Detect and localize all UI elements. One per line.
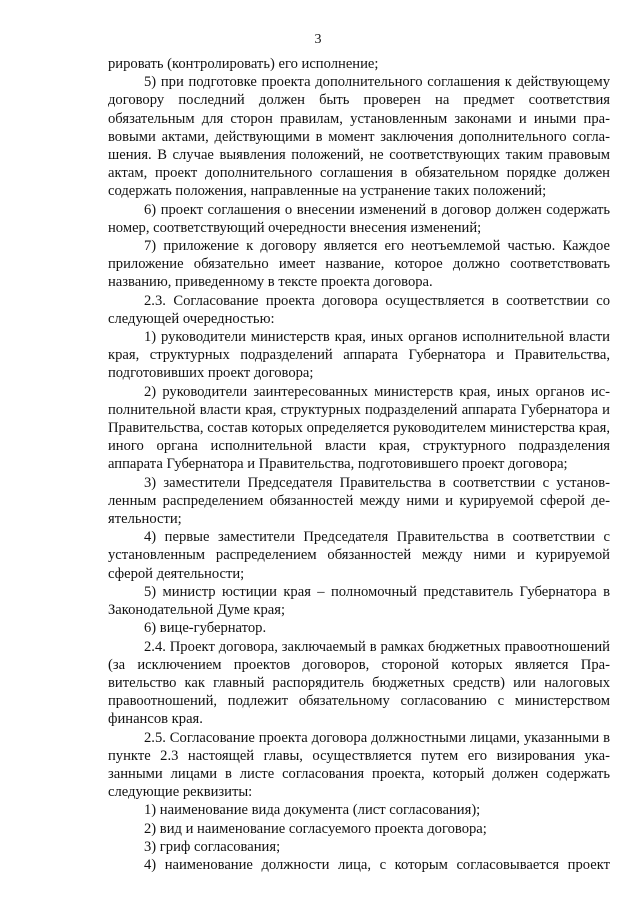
paragraph: 6) вице-губернатор. [144, 620, 267, 637]
paragraph: 6) проект соглашения о внесении изменений в договор должен содержать номер, соответствующий очередности внесения изменений; [108, 201, 610, 236]
paragraph: 3) гриф согласования; [144, 838, 281, 855]
paragraph: 2) руководители заинтересованных министерств края, иных органов исполнительной власти края, структурных подразделений аппарата Губернатора и Правительства, состав которых определяется руководителем министерства края, иного органа исполнительной власти края, структурного подразделения аппарата Губернатора и Правительства, подготовившего проект договора; [108, 383, 610, 473]
paragraph: 5) при подготовке проекта дополнительного соглашения к действующему договору последний должен быть проверен на предмет соответствия обязательным для сторон правилам, установленным законами и иными правовыми актами, действующими в момент заключения дополнительного соглашения. В случае выявления положений, не соответствующих таким правовым актам, проект дополнительного соглашения в обязательном порядке должен содержать положения, направленные на устранение таких положений; [108, 74, 610, 200]
paragraph: 2) вид и наименование согласуемого проекта договора; [144, 820, 487, 837]
paragraph: 2.3. Согласование проекта договора осуществляется в соответствии со следующей очередностью: [108, 292, 610, 327]
paragraph: рировать (контролировать) его исполнение; [108, 56, 379, 72]
paragraph: 4) наименование должности лица, с которым согласовывается проект [144, 856, 610, 873]
paragraph: 2.4. Проект договора, заключаемый в рамках бюджетных правоотношений (за исключением проектов договоров, стороной которых является Правительство как главный распорядитель бюджетных средств) или налоговых правоотношений, подлежит обязательному согласованию с министерством финансов края. [108, 638, 610, 728]
paragraph: 1) руководители министерств края, иных органов исполнительной власти края, структурных подразделений аппарата Губернатора и Правительства, подготовивших проект договора; [108, 329, 610, 382]
document-body [108, 55, 610, 874]
paragraph: 4) первые заместители Председателя Правительства в соответствии с установленным распределением обязанностей между ними и курируемой сферой деятельности; [108, 529, 610, 582]
paragraph: 7) приложение к договору является его неотъемлемой частью. Каждое приложение обязательно имеет название, которое должно соответствовать названию, приведенному в тексте проекта договора. [108, 238, 610, 291]
paragraph: 1) наименование вида документа (лист согласования); [144, 802, 481, 819]
page-number: 3 [314, 32, 322, 47]
paragraph: 3) заместители Председателя Правительства в соответствии с установленным распределением обязанностей между ними и курируемой сферой деятельности; [108, 474, 610, 528]
paragraph: 2.5. Согласование проекта договора должностными лицами, указанными в пункте 2.3 настоящей главы, осуществляется путем его визирования указанными лицами в листе согласования проекта, который должен содержать следующие реквизиты: [108, 729, 610, 801]
paragraph: 5) министр юстиции края – полномочный представитель Губернатора в Законодательной Думе края; [108, 583, 610, 619]
